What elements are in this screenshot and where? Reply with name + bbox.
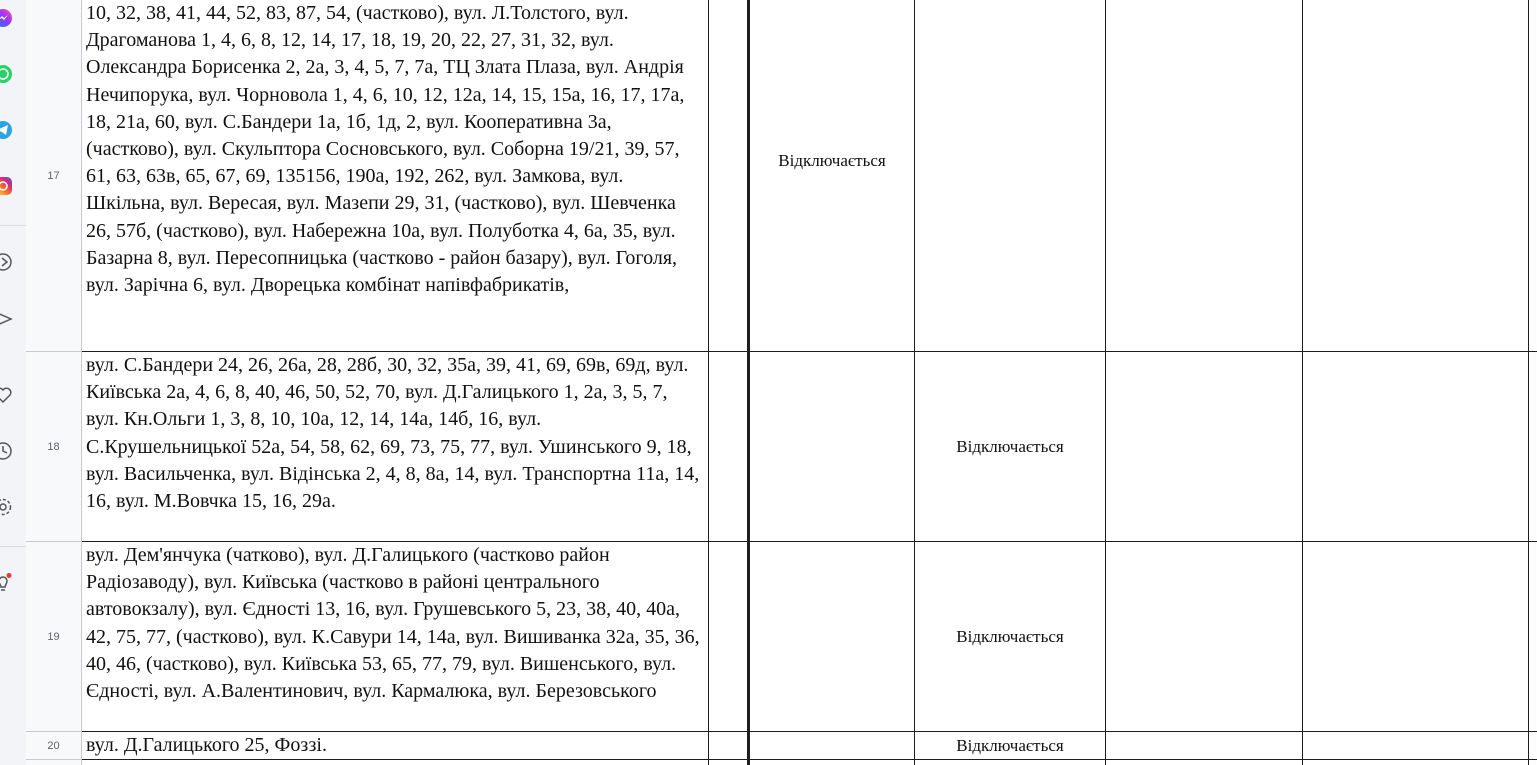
empty-cell[interactable] xyxy=(1303,352,1529,542)
empty-cell[interactable] xyxy=(1106,542,1303,732)
play-circle-icon[interactable] xyxy=(0,252,13,272)
empty-cell[interactable] xyxy=(1106,352,1303,542)
empty-cell[interactable] xyxy=(1106,760,1303,765)
empty-cell[interactable] xyxy=(1106,0,1303,352)
status-cell[interactable]: Відключається xyxy=(915,732,1106,760)
status-cell[interactable]: Відключається xyxy=(915,352,1106,542)
empty-cell[interactable] xyxy=(1529,732,1537,760)
row-header-17[interactable]: 17 xyxy=(26,0,82,352)
row-header-19[interactable]: 19 xyxy=(26,542,82,732)
address-cell[interactable]: вул. Д.Галицького 25, Фоззі. xyxy=(82,732,709,760)
empty-cell[interactable] xyxy=(1106,732,1303,760)
address-cell[interactable]: 10, 32, 38, 41, 44, 52, 83, 87, 54, (частково), вул. Л.Толстого, вул. Драгоманова 1, 4, 6, 8, 12, 14, 17, 18, 19, 20, 22, 27, 31, 32, вул. Олександра Борисенка 2, 2а, 3, 4, 5, 7, 7а, ТЦ Злата Плаза, вул. Андрія Нечипорука, вул. Чорновола 1, 4, 6, 10, 12, 12а, 14, 15, 15а, 16, 17, 17а, 18, 21а, 60, вул. С.Бандери 1а, 1б, 1д, 2, вул. Кооперативна 3а, (частково), вул. Скульптора Сосновського, вул. Соборна 19/21, 39, 57, 61, 63, 63в, 65, 67, 69, 135156, 190а, 192, 262, вул. Замкова, вул. Шкільна, вул. Вересая, вул. Мазепи 29, 31, (частково), вул. Шевченка 26, 57б, (частково), вул. Набережна 10а, вул. Полуботка 4, 6а, 35, вул. Базарна 8, вул. Пересопницька (частково - район базару), вул. Гоголя, вул. Зарічна 6, вул. Дворецька комбінат напівфабрикатів, xyxy=(82,0,709,352)
whatsapp-icon[interactable] xyxy=(0,64,13,84)
status-cell[interactable]: Відключається xyxy=(915,542,1106,732)
empty-cell[interactable] xyxy=(1303,760,1529,765)
empty-cell[interactable] xyxy=(750,760,915,765)
status-cell[interactable] xyxy=(915,0,1106,352)
empty-cell[interactable] xyxy=(709,352,750,542)
status-cell[interactable] xyxy=(750,352,915,542)
row-header-20[interactable]: 20 xyxy=(26,732,82,760)
empty-cell[interactable] xyxy=(1529,0,1537,352)
row-header-18[interactable]: 18 xyxy=(26,352,82,542)
empty-cell[interactable] xyxy=(1529,352,1537,542)
sidebar-divider xyxy=(0,546,26,547)
status-cell[interactable]: Відключається xyxy=(750,0,915,352)
messenger-icon[interactable] xyxy=(0,8,13,28)
empty-cell[interactable] xyxy=(709,542,750,732)
send-icon[interactable] xyxy=(0,309,13,329)
settings-icon[interactable] xyxy=(0,497,13,517)
address-cell[interactable]: вул. С.Бандери 24, 26, 26а, 28, 28б, 30, 32, 35а, 39, 41, 69, 69в, 69д, вул. Київська 2а, 4, 6, 8, 40, 46, 50, 52, 70, вул. Д.Галицького 1, 2а, 3, 5, 7, вул. Кн.Ольги 1, 3, 8, 10, 10а, 12, 14, 14а, 14б, 16, вул. С.Крушельницької 52а, 54, 58, 62, 69, 73, 75, 77, вул. Ушинського 9, 18, вул. Васильченка, вул. Відінська 2, 4, 8, 8а, 14, вул. Транспортна 11а, 14, 16, вул. М.Вовчка 15, 16, 29а. xyxy=(82,352,709,542)
empty-cell[interactable] xyxy=(1529,542,1537,732)
address-cell[interactable]: вул. Дем'янчука (чатково), вул. Д.Галицького (частково район Радіозаводу), вул. Київська (частково в районі центрального автовокзалу), вул. Єдності 13, 16, вул. Грушевського 5, 23, 38, 40, 40а, 42, 75, 77, (частково), вул. К.Савури 14, 14а, вул. Вишиванка 32а, 35, 36, 40, 46, (частково), вул. Київська 53, 65, 77, 79, вул. Вишенського, вул. Єдності, вул. А.Валентинович, вул. Кармалюка, вул. Березовського xyxy=(82,542,709,732)
browser-sidebar xyxy=(0,0,27,765)
instagram-icon[interactable] xyxy=(0,176,13,196)
empty-cell[interactable] xyxy=(709,760,750,765)
status-cell[interactable] xyxy=(750,732,915,760)
heart-icon[interactable] xyxy=(0,385,13,405)
lightbulb-icon[interactable] xyxy=(0,573,13,593)
row-header[interactable] xyxy=(26,760,82,765)
status-cell[interactable] xyxy=(750,542,915,732)
empty-cell[interactable] xyxy=(915,760,1106,765)
empty-cell[interactable] xyxy=(709,0,750,352)
spreadsheet-grid xyxy=(26,0,1537,765)
empty-cell[interactable] xyxy=(1303,542,1529,732)
empty-cell[interactable] xyxy=(709,732,750,760)
sidebar-divider xyxy=(0,225,26,226)
empty-cell[interactable] xyxy=(1303,0,1529,352)
empty-cell[interactable] xyxy=(1303,732,1529,760)
telegram-icon[interactable] xyxy=(0,120,13,140)
empty-cell[interactable] xyxy=(82,760,709,765)
history-icon[interactable] xyxy=(0,441,13,461)
